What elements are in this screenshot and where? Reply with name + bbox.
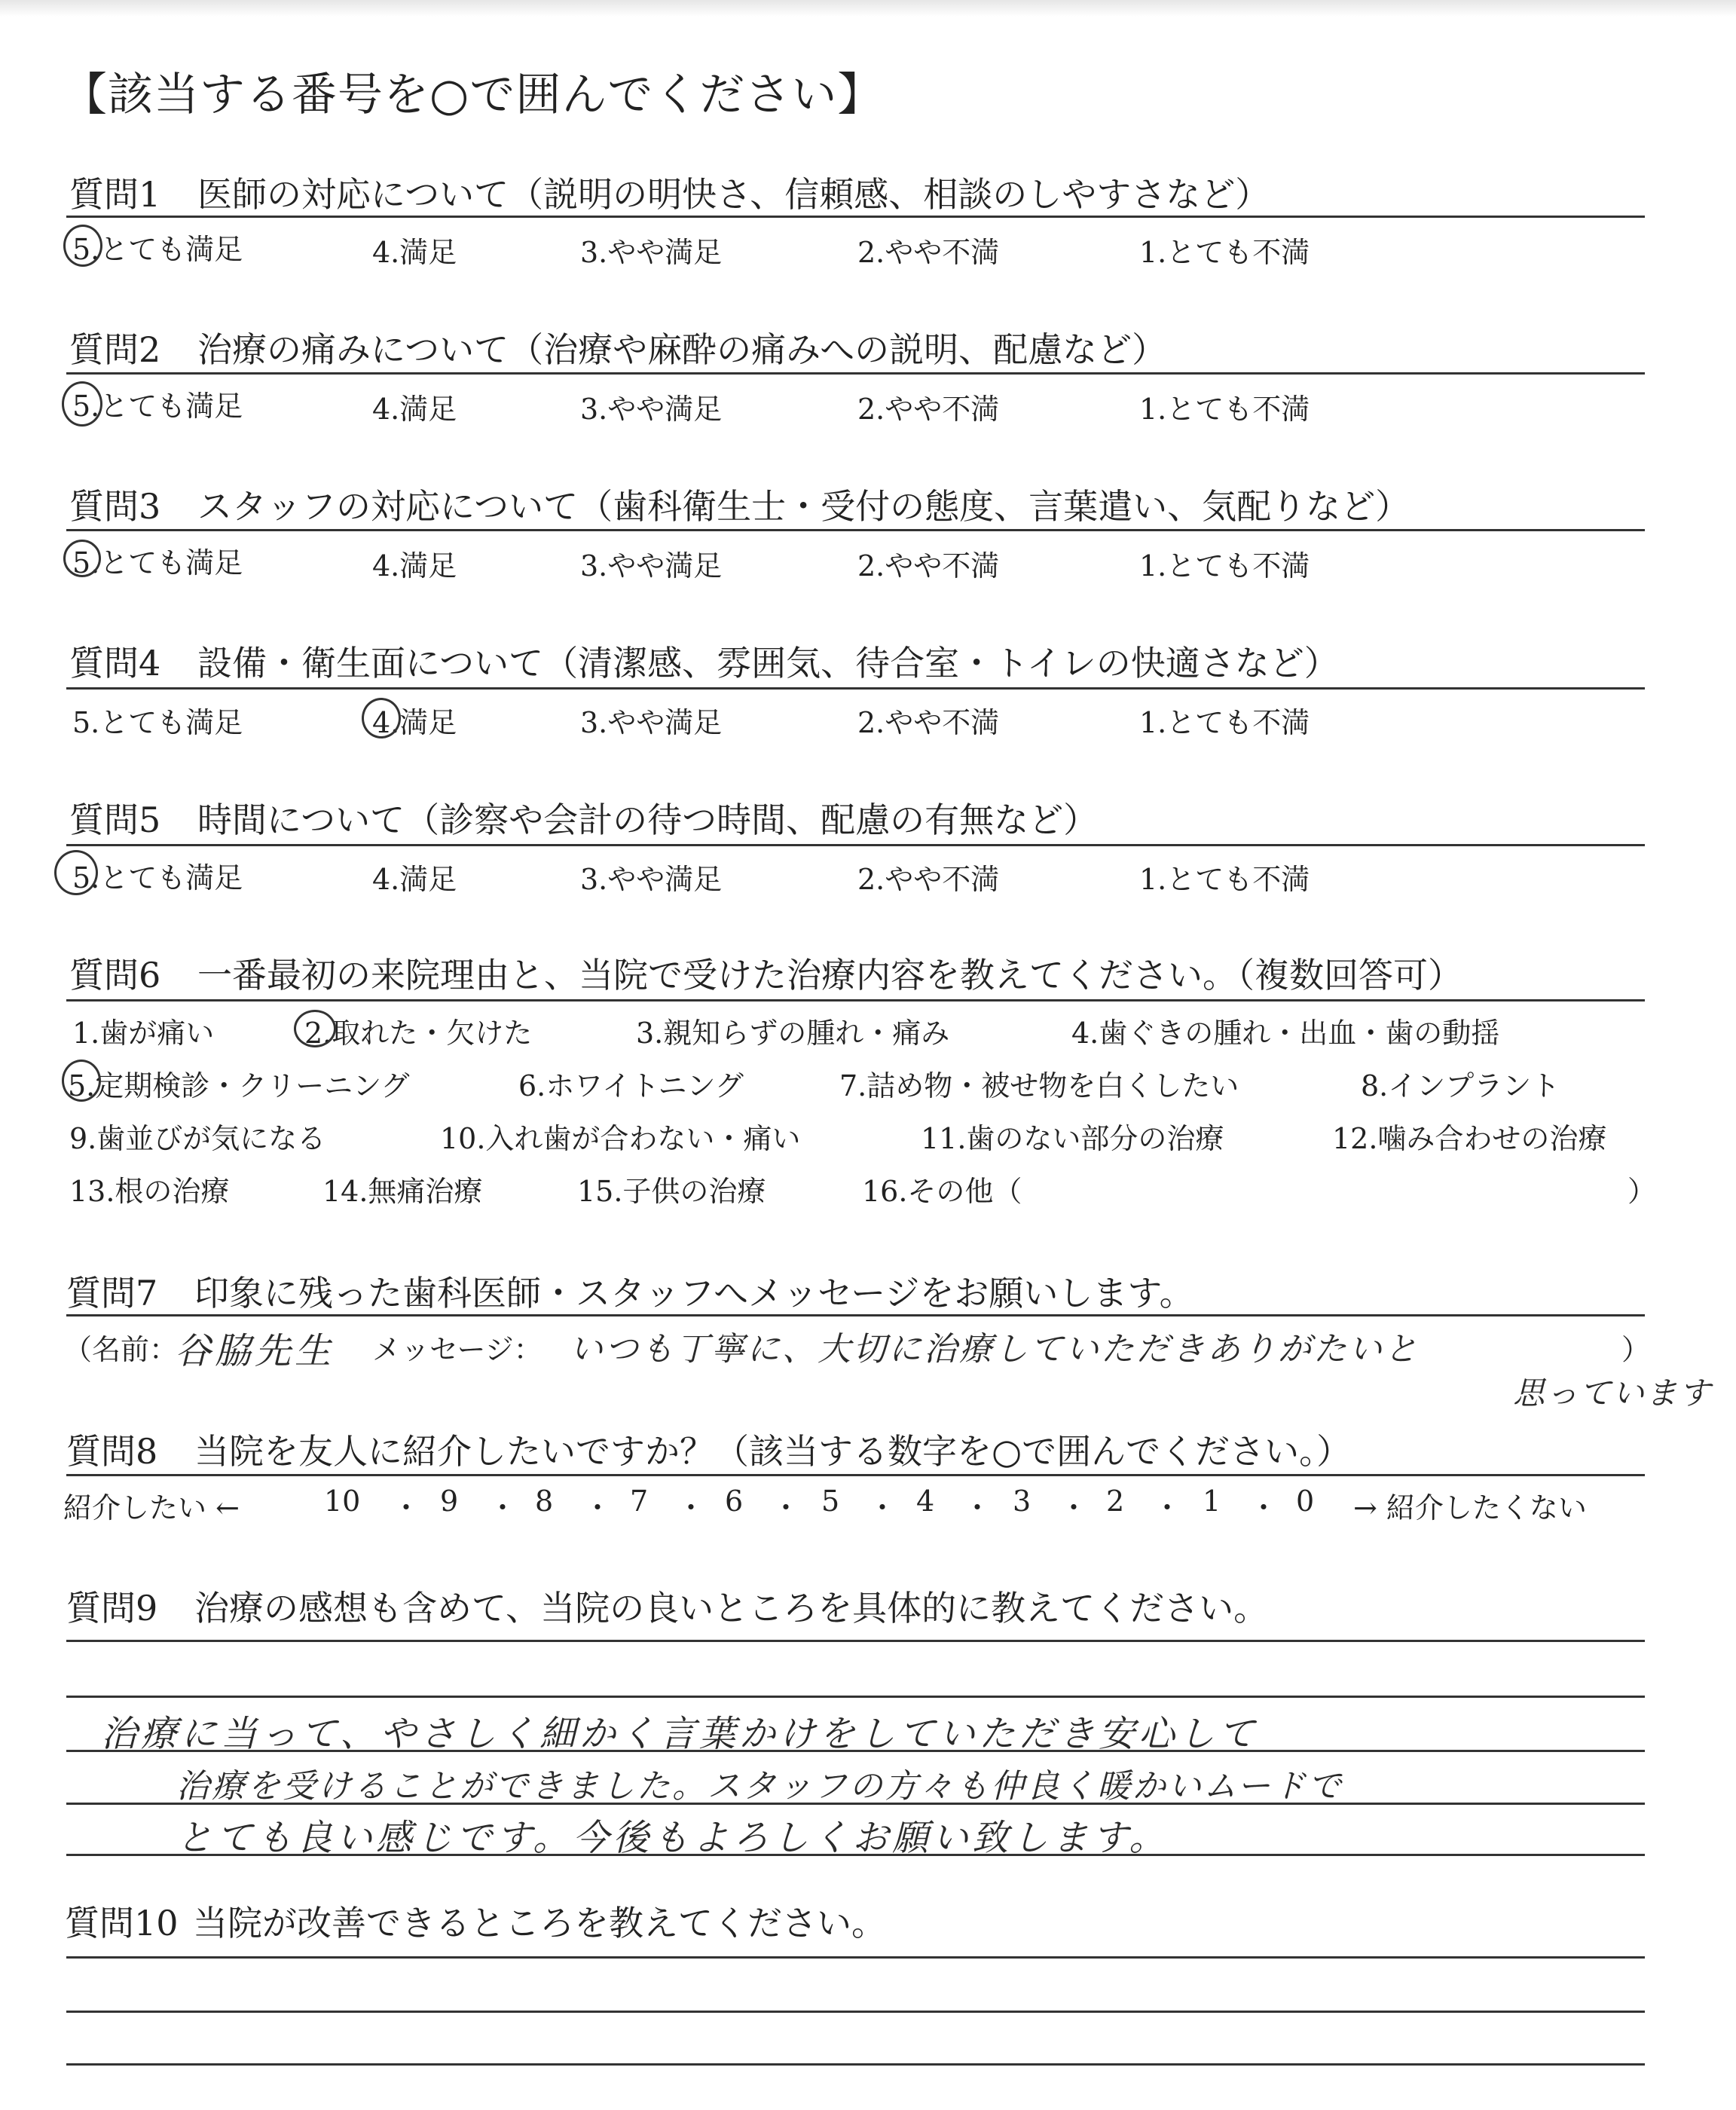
q5-option-3[interactable]: 3.やや満足	[580, 863, 723, 896]
question-4-text: 設備・衛生面について（清潔感、雰囲気、待合室・トイレの快適さなど）	[197, 643, 1339, 683]
question-5	[69, 793, 1098, 842]
q8-scale-10[interactable]: 10	[324, 1485, 361, 1518]
q8-scale-3[interactable]: 3	[1013, 1485, 1032, 1518]
q9-answer-line-1	[66, 1640, 1645, 1642]
question-6-number: 質問6	[69, 955, 161, 995]
q6-item-4[interactable]: 4.歯ぐきの腫れ・出血・歯の動揺	[1071, 1017, 1500, 1050]
q6-item-1[interactable]: 1.歯が痛い	[72, 1017, 215, 1050]
question-7-rule	[66, 1314, 1645, 1316]
q8-sep-10: ・	[1249, 1491, 1279, 1524]
q5-option-1[interactable]: 1.とても不満	[1139, 863, 1310, 896]
question-8-text: 当院を友人に紹介したいですか？（該当する数字を○で囲んでください。）	[194, 1431, 1352, 1472]
q5-option-4[interactable]: 4.満足	[372, 863, 457, 896]
q6-item-6[interactable]: 6.ホワイトニング	[518, 1069, 744, 1102]
q2-option-2[interactable]: 2.やや不満	[857, 393, 1000, 426]
question-2-rule	[66, 372, 1645, 375]
q8-sep-8: ・	[1059, 1491, 1089, 1524]
q6-item-16[interactable]: 16.その他（	[862, 1175, 1022, 1208]
question-3-rule	[66, 529, 1645, 531]
scan-top-edge	[0, 0, 1736, 17]
q8-right-label: → 紹介したくない	[1353, 1491, 1587, 1524]
q2-selection-circle	[62, 381, 102, 427]
q1-selection-circle	[63, 225, 102, 267]
question-7	[66, 1266, 1194, 1316]
question-7-text: 印象に残った歯科医師・スタッフへメッセージをお願いします。	[194, 1273, 1194, 1313]
question-6	[69, 948, 1462, 998]
q6-item-2[interactable]: 2.取れた・欠けた	[304, 1017, 533, 1050]
q6-item-16-close: ）	[1628, 1175, 1657, 1208]
q1-option-2[interactable]: 2.やや不満	[857, 236, 1000, 269]
q6-item-12[interactable]: 12.噛み合わせの治療	[1332, 1122, 1607, 1155]
question-1-text: 医師の対応について（説明の明快さ、信頼感、相談のしやすさなど）	[197, 174, 1270, 215]
question-9-number: 質問9	[66, 1588, 158, 1628]
q4-option-4[interactable]: 4.満足	[372, 706, 457, 739]
q8-left-label: 紹介したい ←	[63, 1491, 240, 1524]
question-8-rule	[66, 1474, 1645, 1476]
question-3-text: スタッフの対応について（歯科衛生士・受付の態度、言葉遣い、気配りなど）	[197, 486, 1410, 527]
question-7-number: 質問7	[66, 1273, 158, 1313]
q6-item-3[interactable]: 3.親知らずの腫れ・痛み	[636, 1017, 950, 1050]
q7-name-value[interactable]: 谷脇先生	[175, 1330, 335, 1372]
question-6-text: 一番最初の来院理由と、当院で受けた治療内容を教えてください。（複数回答可）	[197, 955, 1462, 995]
q6-item-5[interactable]: 5.定期検診・クリーニング	[68, 1069, 410, 1102]
q8-sep-1: ・	[392, 1491, 421, 1524]
q1-option-1[interactable]: 1.とても不満	[1139, 236, 1310, 269]
q2-option-5[interactable]: 5.とても満足	[72, 390, 243, 423]
q4-option-5[interactable]: 5.とても満足	[72, 706, 243, 739]
question-3-number: 質問3	[69, 486, 161, 527]
q8-scale-5[interactable]: 5	[821, 1485, 840, 1518]
question-1-number: 質問1	[69, 174, 161, 215]
q4-option-1[interactable]: 1.とても不満	[1139, 706, 1310, 739]
q6-item-10[interactable]: 10.入れ歯が合わない・痛い	[440, 1122, 801, 1155]
q3-option-2[interactable]: 2.やや不満	[857, 549, 1000, 583]
question-2-number: 質問2	[69, 329, 161, 370]
q4-option-2[interactable]: 2.やや不満	[857, 706, 1000, 739]
q9-answer-line-2-text[interactable]: 治療を受けることができました。スタッフの方々も仲良く暖かいムードで	[176, 1767, 1343, 1806]
q3-selection-circle	[63, 540, 101, 577]
q7-message-label: メッセージ：	[372, 1333, 542, 1366]
q8-sep-9: ・	[1153, 1491, 1182, 1524]
q2-option-3[interactable]: 3.やや満足	[580, 393, 723, 426]
q7-message-value[interactable]: いつも丁寧に、大切に治療していただきありがたいと	[570, 1330, 1420, 1368]
q1-option-3[interactable]: 3.やや満足	[580, 236, 723, 269]
question-10-number: 質問10	[65, 1903, 179, 1943]
q4-selection-circle	[362, 698, 401, 738]
question-9	[66, 1581, 1268, 1631]
q6-item-2-selection-circle	[294, 1010, 336, 1047]
q9-answer-line-3-text[interactable]: とても良い感じです。今後もよろしくお願い致します。	[176, 1817, 1169, 1859]
q8-sep-4: ・	[677, 1491, 706, 1524]
q6-item-9[interactable]: 9.歯並びが気になる	[69, 1122, 326, 1155]
question-4-number: 質問4	[69, 643, 161, 683]
question-5-rule	[66, 844, 1645, 846]
question-4-rule	[66, 687, 1645, 690]
question-2	[69, 323, 1166, 372]
q7-name-label: （名前：	[63, 1333, 179, 1366]
q10-answer-line-2	[66, 2011, 1645, 2013]
page-title: 【該当する番号を○で囲んでください】	[62, 69, 884, 121]
q1-option-4[interactable]: 4.満足	[372, 236, 457, 269]
q6-item-15[interactable]: 15.子供の治療	[577, 1175, 766, 1208]
q8-sep-7: ・	[963, 1491, 992, 1524]
q2-option-4[interactable]: 4.満足	[372, 393, 457, 426]
q8-scale-8[interactable]: 8	[535, 1485, 554, 1518]
question-9-text: 治療の感想も含めて、当院の良いところを具体的に教えてください。	[194, 1588, 1269, 1628]
q10-answer-line-3	[66, 2063, 1645, 2066]
q4-option-3[interactable]: 3.やや満足	[580, 706, 723, 739]
question-2-text: 治療の痛みについて（治療や麻酔の痛みへの説明、配慮など）	[197, 329, 1167, 370]
q8-scale-9[interactable]: 9	[440, 1485, 459, 1518]
question-4	[69, 636, 1339, 686]
q5-selection-circle	[54, 850, 98, 895]
question-1	[69, 167, 1270, 217]
q8-sep-2: ・	[488, 1491, 518, 1524]
question-6-rule	[66, 999, 1645, 1001]
q3-option-3[interactable]: 3.やや満足	[580, 549, 723, 583]
question-8	[66, 1424, 1351, 1474]
q3-option-1[interactable]: 1.とても不満	[1139, 549, 1310, 583]
question-5-text: 時間について（診察や会計の待つ時間、配慮の有無など）	[197, 800, 1099, 840]
q3-option-5[interactable]: 5.とても満足	[72, 546, 243, 579]
q2-option-1[interactable]: 1.とても不満	[1139, 393, 1310, 426]
question-10	[65, 1896, 886, 1946]
q8-scale-2[interactable]: 2	[1106, 1485, 1125, 1518]
q8-scale-4[interactable]: 4	[916, 1485, 935, 1518]
q8-sep-3: ・	[583, 1491, 613, 1524]
q8-sep-6: ・	[868, 1491, 897, 1524]
question-3	[69, 479, 1410, 529]
q8-scale-1[interactable]: 1	[1203, 1485, 1221, 1518]
question-1-rule	[66, 216, 1645, 218]
q6-item-11[interactable]: 11.歯のない部分の治療	[921, 1122, 1224, 1155]
q8-scale-7[interactable]: 7	[630, 1485, 649, 1518]
question-5-number: 質問5	[69, 800, 161, 840]
q10-answer-line-1	[66, 1956, 1645, 1959]
q6-item-13[interactable]: 13.根の治療	[69, 1175, 230, 1208]
q8-scale-6[interactable]: 6	[725, 1485, 744, 1518]
q3-option-4[interactable]: 4.満足	[372, 549, 457, 583]
q6-item-7[interactable]: 7.詰め物・被せ物を白くしたい	[839, 1069, 1239, 1102]
q6-item-8[interactable]: 8.インプラント	[1361, 1069, 1560, 1102]
question-8-number: 質問8	[66, 1431, 158, 1472]
question-10-text: 当院が改善できるところを教えてください。	[193, 1903, 886, 1943]
q9-answer-line-1-text[interactable]: 治療に当って、やさしく細かく言葉かけをしていただき安心して	[101, 1713, 1259, 1755]
q9-answer-line-2	[66, 1696, 1645, 1698]
q7-message-continued[interactable]: 思っています	[1513, 1375, 1713, 1411]
q8-sep-5: ・	[772, 1491, 801, 1524]
q5-option-5[interactable]: 5.とても満足	[72, 861, 243, 894]
q6-item-14[interactable]: 14.無痛治療	[322, 1175, 483, 1208]
q6-item-5-selection-circle	[62, 1060, 101, 1102]
q5-option-2[interactable]: 2.やや不満	[857, 863, 1000, 896]
q1-option-5[interactable]: 5.とても満足	[72, 233, 243, 266]
q8-scale-0[interactable]: 0	[1296, 1485, 1315, 1518]
q7-close-paren: ）	[1621, 1333, 1651, 1366]
